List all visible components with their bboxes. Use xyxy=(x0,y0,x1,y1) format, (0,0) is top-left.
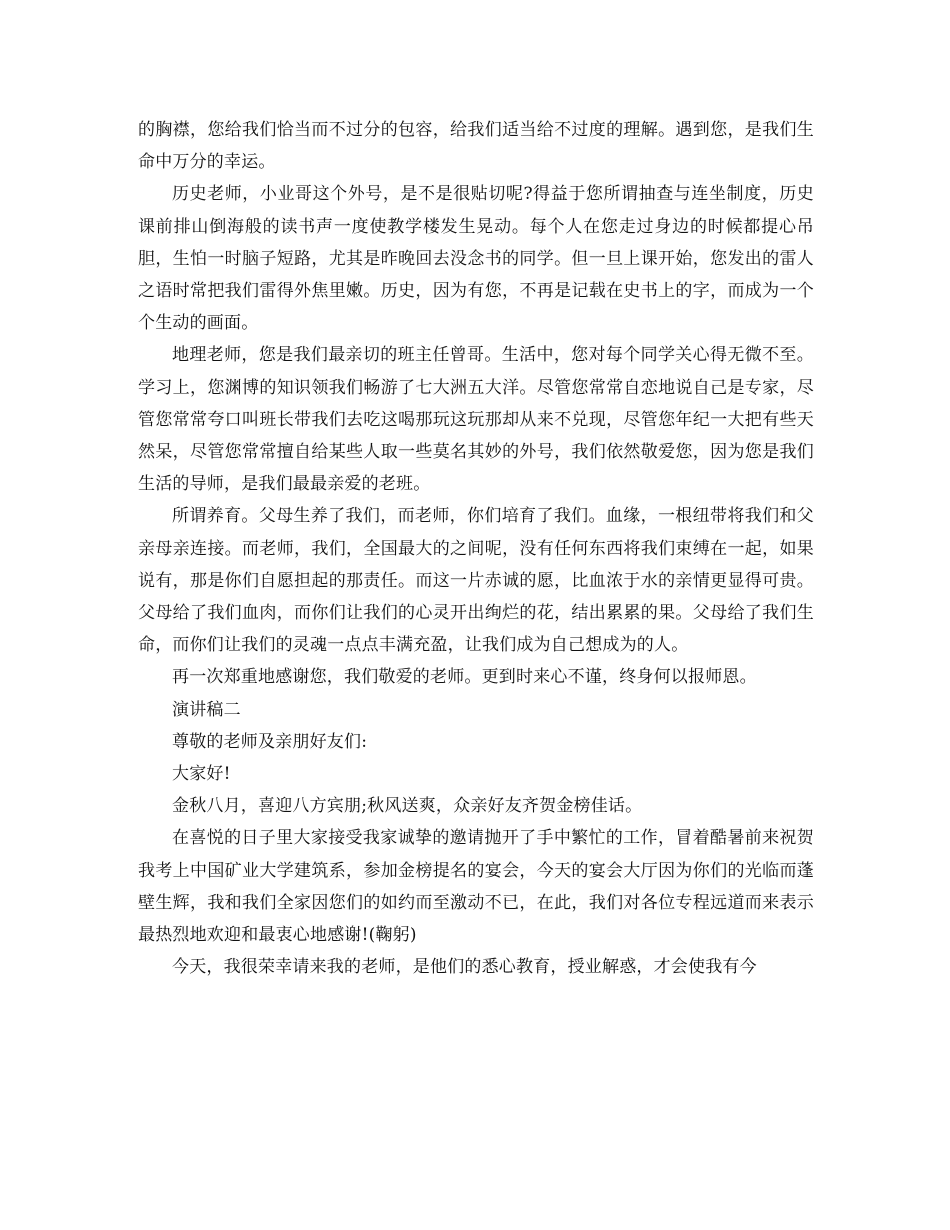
greeting: 大家好! xyxy=(172,764,231,785)
paragraph-continuation: 的胸襟，您给我们恰当而不过分的包容，给我们适当给不过度的理解。遇到您，是我们生命中万分的幸运。 xyxy=(138,120,814,173)
paragraph-autumn: 金秋八月，喜迎八方宾朋;秋风送爽，众亲好友齐贺金榜佳话。 xyxy=(172,796,643,817)
document-body xyxy=(138,114,814,983)
paragraph-geography-teacher: 地理老师，您是我们最亲切的班主任曾哥。生活中，您对每个同学关心得无微不至。学习上，您渊博的知识领我们畅游了七大洲五大洋。尽管您常常自恋地说自己是专家，尽管您常常夸口叫班长带我们去吃这喝那玩这玩那却从来不兑现，尽管您年纪一大把有些天然呆，尽管您常常擅自给某些人取一些莫名其妙的外号，我们依然敬爱您，因为您是我们生活的导师，是我们最最亲爱的老班。 xyxy=(138,345,814,495)
paragraph-thanks: 再一次郑重地感谢您，我们敬爱的老师。更到时来心不谨，终身何以报师恩。 xyxy=(172,667,757,688)
section-heading-speech-two: 演讲稿二 xyxy=(172,699,241,720)
paragraph-welcome: 在喜悦的日子里大家接受我家诚挚的邀请抛开了手中繁忙的工作，冒着酷暑前来祝贺我考上中国矿业大学建筑系，参加金榜提名的宴会，今天的宴会大厅因为你们的光临而蓬壁生辉，我和我们全家因您们的如约而至激动不已，在此，我们对各位专程远道而来表示最热烈地欢迎和最衷心地感谢!(鞠躬) xyxy=(138,828,814,946)
paragraph-teachers-invited: 今天，我很荣幸请来我的老师，是他们的悉心教育，授业解惑，才会使我有今 xyxy=(172,957,757,978)
salutation: 尊敬的老师及亲朋好友们: xyxy=(172,731,368,752)
paragraph-history-teacher: 历史老师，小业哥这个外号，是不是很贴切呢?得益于您所谓抽查与连坐制度，历史课前排山倒海般的读书声一度使教学楼发生晃动。每个人在您走过身边的时候都提心吊胆，生怕一时脑子短路，尤其是昨晚回去没念书的同学。但一旦上课开始，您发出的雷人之语时常把我们雷得外焦里嫩。历史，因为有您，不再是记载在史书上的字，而成为一个个生动的画面。 xyxy=(138,184,814,334)
paragraph-nurture: 所谓养育。父母生养了我们，而老师，你们培育了我们。血缘，一根纽带将我们和父亲母亲连接。而老师，我们，全国最大的之间呢，没有任何东西将我们束缚在一起，如果说有，那是你们自愿担起的那责任。而这一片赤诚的愿，比血浓于水的亲情更显得可贵。父母给了我们血肉，而你们让我们的心灵开出绚烂的花，结出累累的果。父母给了我们生命，而你们让我们的灵魂一点点丰满充盈，让我们成为自己想成为的人。 xyxy=(138,506,814,656)
